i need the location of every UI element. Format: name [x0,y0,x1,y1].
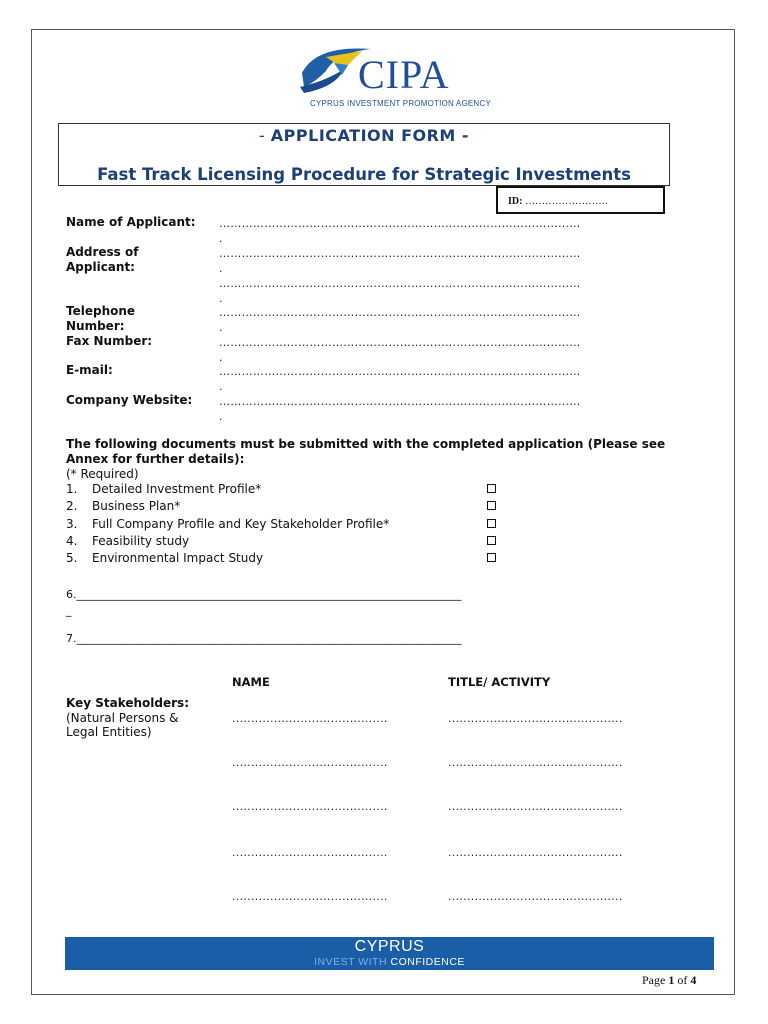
footer-tagline [65,956,714,968]
doc-item-5 [66,550,264,567]
id-field[interactable] [496,186,665,214]
telephone-field[interactable]: …………………………………………………………………………………… [219,306,581,319]
doc-num: 4. [66,534,78,548]
documents-intro: The following documents must be submitted with the completed application (Please see [66,437,666,451]
doc-line-6-cont: _ [66,604,72,617]
form-title [59,126,669,145]
doc-line-7[interactable]: 7.______________________________________________________________________ [66,632,462,645]
website-field[interactable]: …………………………………………………………………………………… [219,395,581,408]
stakeholder-title-4[interactable]: .............................................. [448,846,623,859]
email-field-cont: . [219,380,223,393]
footer-banner [65,937,714,970]
stakeholder-name-4[interactable]: ......................................... [232,846,388,859]
name-field-cont: . [219,232,223,245]
page-prefix: Page [642,973,669,987]
address-field-1[interactable]: …………………………………………………………………………………… [219,247,581,260]
doc-checkbox-4[interactable] [487,536,496,545]
documents-intro-2: Annex for further details): [66,452,245,466]
doc-checkbox-2[interactable] [487,501,496,510]
footer-tagline-a: INVEST WITH [314,956,391,968]
doc-item-4 [66,533,190,550]
name-label: Name of Applicant: [66,215,196,229]
page-of: of [674,973,691,987]
fax-label: Fax Number: [66,334,153,348]
id-label: ID: [508,196,523,207]
stakeholder-name-3[interactable]: ......................................... [232,800,388,813]
name-field[interactable]: …………………………………………………………………………………… [219,217,581,230]
footer-tagline-b: CONFIDENCE [390,956,465,968]
logo-subtitle: CYPRUS INVESTMENT PROMOTION AGENCY [310,99,491,108]
page-total: 4 [690,973,697,987]
doc-label: Feasibility study [92,534,190,548]
doc-checkbox-3[interactable] [487,519,496,528]
stakeholder-title-3[interactable]: .............................................. [448,800,623,813]
doc-num: 5. [66,551,78,565]
stakeholder-title-1[interactable]: .............................................. [448,712,623,725]
address-field-2-cont: . [219,292,223,305]
telephone-label: Telephone Number: [66,304,136,333]
title-prefix: - [258,126,271,145]
doc-item-3 [66,516,390,533]
fax-field-cont: . [219,351,223,364]
doc-checkbox-1[interactable] [487,484,496,493]
title-text: APPLICATION FORM [270,126,456,145]
telephone-field-cont: . [219,321,223,334]
title-box [58,123,670,186]
footer-cyprus: CYPRUS [354,938,425,955]
doc-checkbox-5[interactable] [487,553,496,562]
stakeholders-label: Key Stakeholders: [66,696,189,710]
form-subtitle: Fast Track Licensing Procedure for Strategic Investments [97,165,631,184]
col-title-header: TITLE/ ACTIVITY [448,675,551,689]
address-label: Address of Applicant: [66,245,139,274]
doc-label: Detailed Investment Profile* [92,482,262,496]
doc-num: 2. [66,499,78,513]
title-suffix: - [455,126,470,145]
page-current: 1 [668,973,675,987]
doc-num: 1. [66,482,78,496]
doc-label: Business Plan* [92,499,181,513]
cipa-logo [296,43,491,113]
doc-item-1 [66,481,262,498]
stakeholder-name-2[interactable]: ......................................... [232,756,388,769]
stakeholder-title-5[interactable]: .............................................. [448,890,623,903]
stakeholder-name-1[interactable]: ......................................... [232,712,388,725]
col-name-header: NAME [232,675,270,689]
id-value: ……………………. [524,196,608,207]
stakeholder-title-2[interactable]: .............................................. [448,756,623,769]
doc-num: 3. [66,517,78,531]
stakeholder-name-5[interactable]: ......................................... [232,890,388,903]
doc-label: Environmental Impact Study [92,551,264,565]
address-field-2[interactable]: …………………………………………………………………………………… [219,277,581,290]
stakeholders-sublabel-1: (Natural Persons & [66,711,179,725]
page-number [642,973,696,988]
logo-name: CIPA [358,52,450,97]
doc-label: Full Company Profile and Key Stakeholder Profile* [92,517,390,531]
doc-item-2 [66,498,181,515]
required-note: (* Required) [66,467,139,481]
email-field[interactable]: …………………………………………………………………………………… [219,365,581,378]
website-label: Company Website: [66,393,193,407]
stakeholders-sublabel-2: Legal Entities) [66,725,152,739]
website-field-cont: . [219,410,223,423]
doc-line-6[interactable]: 6.______________________________________________________________________ [66,588,462,601]
email-label: E-mail: [66,363,113,377]
fax-field[interactable]: …………………………………………………………………………………… [219,336,581,349]
address-field-1-cont: . [219,262,223,275]
